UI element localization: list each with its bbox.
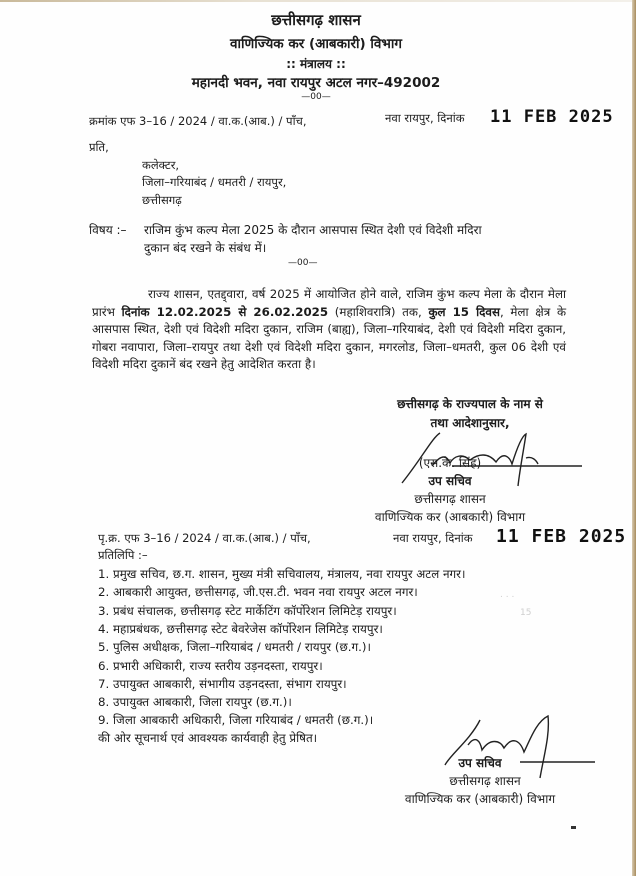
signatory-title: उप सचिव xyxy=(428,474,472,488)
subject-separator: —00— xyxy=(288,258,318,268)
body-duration: कुल 15 दिवस xyxy=(428,304,500,319)
date-stamp: 11 FEB 2025 xyxy=(490,107,614,127)
subject-line-1: राजिम कुंभ कल्प मेला 2025 के दौरान आसपास स्थित देशी एवं विदेशी मदिरा xyxy=(144,223,482,237)
paper-right-edge xyxy=(632,0,636,876)
body-text-2: (महाशिवरात्रि) तक, xyxy=(328,304,429,319)
signatory-org-1: छत्तीसगढ़ शासन xyxy=(414,492,486,506)
body-text-1: राज्य शासन, एतद्द्वारा, वर्ष 2025 में आयोजित होने वाले, राजिम कुंभ कल्प मेला के दौरान मेला प्रारंभ xyxy=(92,287,566,319)
copy-recipient: 2. आबकारी आयुक्त, छत्तीसगढ़, जी.एस.टी. भवन नवा रायपुर अटल नगर। xyxy=(98,585,418,599)
copy-reference-number: पृ.क्र. एफ 3–16 / 2024 / वा.क.(आब.) / पाँच, xyxy=(98,531,311,545)
body-paragraph xyxy=(92,286,566,374)
recipient-line-1: कलेक्टर, xyxy=(142,158,180,172)
recipient-line-2: जिला–गरियाबंद / धमतरी / रायपुर, xyxy=(142,175,287,189)
header-government: छत्तीसगढ़ शासन xyxy=(271,11,361,29)
copy-signatory-org-2: वाणिज्यिक कर (आबकारी) विभाग xyxy=(404,792,556,806)
to-label: प्रति, xyxy=(89,140,109,154)
copy-recipient: 7. उपायुक्त आबकारी, संभागीय उड़नदस्ता, संभाग रायपुर। xyxy=(98,677,347,691)
copy-signatory-title: उप सचिव xyxy=(458,756,502,770)
copy-recipient: 4. महाप्रबंधक, छत्तीसगढ़ स्टेट बेवरेजेस कॉर्पोरेशन लिमिटेड़ रायपुर। xyxy=(98,622,383,636)
copy-recipient: 8. उपायुक्त आबकारी, जिला रायपुर (छ.ग.)। xyxy=(98,695,292,709)
copy-recipient: 1. प्रमुख सचिव, छ.ग. शासन, मुख्य मंत्री सचिवालय, मंत्रालय, नवा रायपुर अटल नगर। xyxy=(98,567,466,581)
header-ministry: :: मंत्रालय :: xyxy=(286,57,346,71)
copy-recipient: 6. प्रभारी अधिकारी, राज्य स्तरीय उड़नदस्ता, रायपुर। xyxy=(98,659,323,673)
body-date-range: दिनांक 12.02.2025 से 26.02.2025 xyxy=(121,304,329,319)
signatory-org-2: वाणिज्यिक कर (आबकारी) विभाग xyxy=(374,510,526,524)
copy-recipient: 3. प्रबंध संचालक, छत्तीसगढ़ स्टेट मार्केटिंग कॉर्पोरेशन लिमिटेड़ रायपुर। xyxy=(98,604,397,618)
signatory-name: (एस.के. सिंह) xyxy=(418,456,482,470)
paper-top-edge xyxy=(0,0,632,2)
header-department: वाणिज्यिक कर (आबकारी) विभाग xyxy=(230,36,402,52)
authority-line-2: तथा आदेशानुसार, xyxy=(430,416,510,430)
copy-closing: की ओर सूचनार्थ एवं आवश्यक कार्यवाही हेतु प्रेषित। xyxy=(98,731,318,745)
body-text-3: , मेला क्षेत्र के आसपास स्थित, देशी एवं विदेशी मदिरा दुकान, राजिम (बाह्य), जिला–गरियाबंद, देशी एवं विदेशी मदिरा दुकान, गोबरा नवापारा, जिला–रायपुर तथा देशी एवं विदेशी मदिरा दुकान, मगरलोड, जिला–धमतरी, कुल 06 देशी एवं विदेशी मदिरा दुकानें बंद रखने हेतु आदेशित करता है। xyxy=(92,304,567,371)
copy-label: प्रतिलिपि :– xyxy=(98,548,148,562)
copy-recipient: 5. पुलिस अधीक्षक, जिला–गरियाबंद / धमतरी / रायपुर (छ.ग.)। xyxy=(98,640,371,654)
bleed-through-text: . . . xyxy=(500,590,515,600)
recipient-line-3: छत्तीसगढ़ xyxy=(142,193,182,207)
copy-recipient: 9. जिला आबकारी अधिकारी, जिला गरियाबंद / धमतरी (छ.ग.)। xyxy=(98,713,374,727)
header-separator: —00— xyxy=(301,92,331,102)
header-address: महानदी भवन, नवा रायपुर अटल नगर–492002 xyxy=(191,75,441,91)
copy-place-date-label: नवा रायपुर, दिनांक xyxy=(393,531,473,545)
place-date-label: नवा रायपुर, दिनांक xyxy=(385,111,465,125)
subject-line-2: दुकान बंद रखने के संबंध में। xyxy=(144,241,267,255)
reference-number: क्रमांक एफ 3–16 / 2024 / वा.क.(आब.) / पाँच, xyxy=(89,114,307,128)
copy-signatory-org-1: छत्तीसगढ़ शासन xyxy=(449,774,521,788)
authority-line-1: छत्तीसगढ़ के राज्यपाल के नाम से xyxy=(397,397,543,411)
copy-date-stamp: 11 FEB 2025 xyxy=(496,526,627,547)
subject-label: विषय :– xyxy=(89,223,127,237)
bleed-through-text: 15 xyxy=(520,608,532,618)
ink-mark xyxy=(571,826,576,829)
